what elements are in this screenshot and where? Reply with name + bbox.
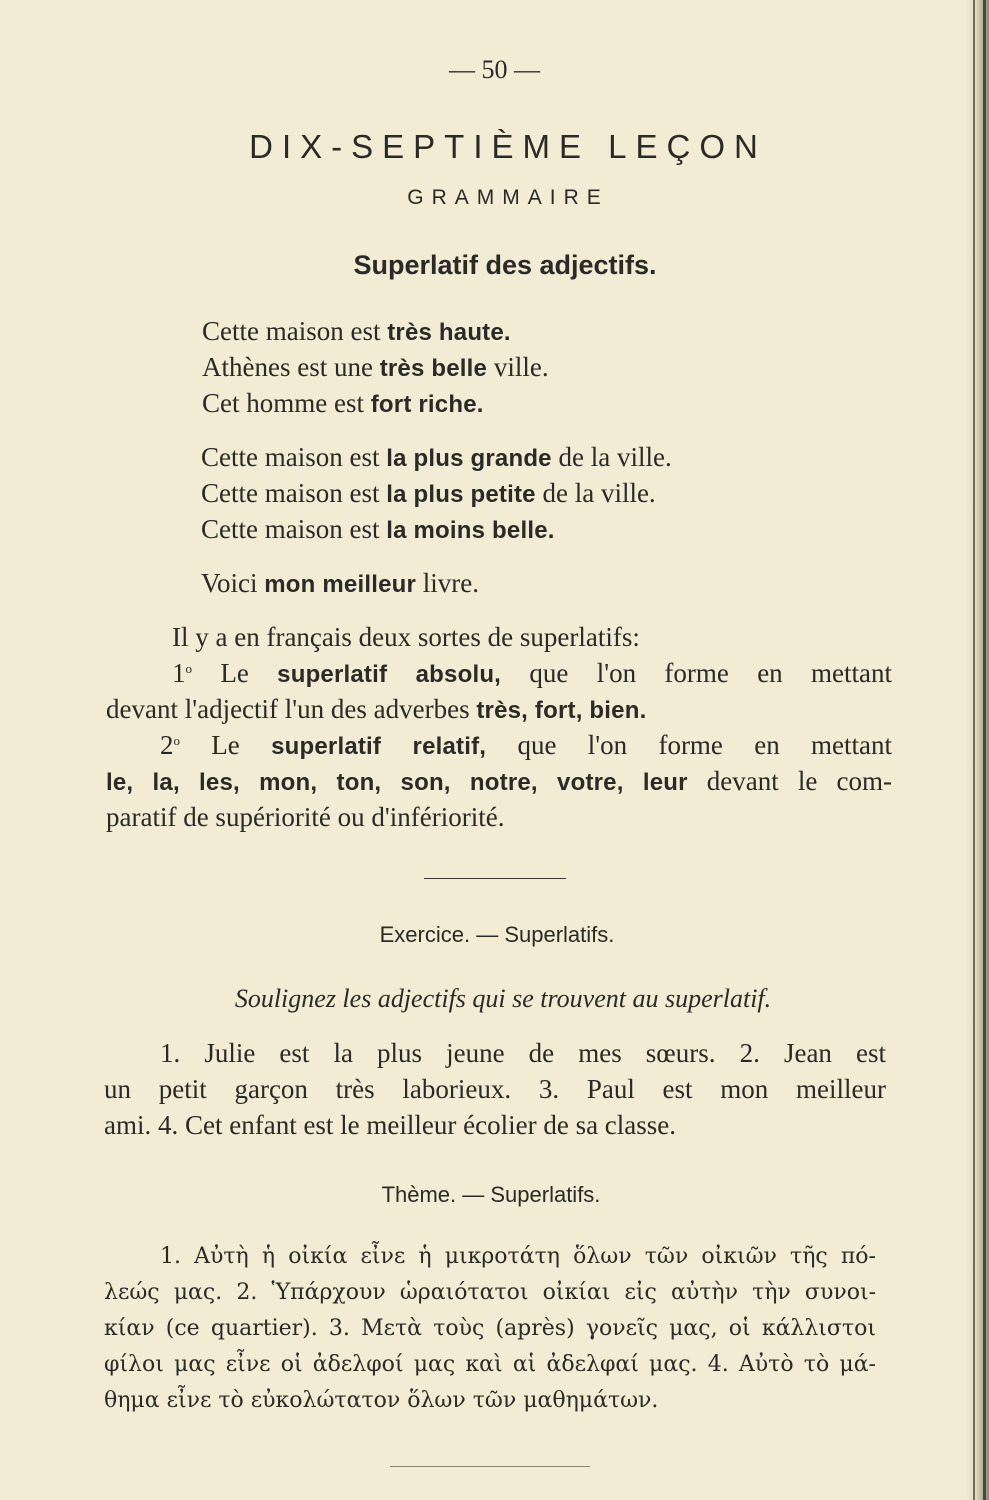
rule-bold: très, fort, bien.: [476, 697, 647, 724]
item-number: 1: [172, 658, 186, 688]
theme-line: θημα εἶνε τὸ εὐκολώτατον ὅλων τῶν μαθημάτων.: [104, 1388, 659, 1413]
example-bold: très haute.: [387, 319, 511, 346]
rule-item-2-line-2: [106, 766, 892, 797]
example-text: ville.: [487, 352, 549, 382]
theme-line: λεώς μας. 2. Ὑπάρχουν ὡραιότατοι οἰκίαι εἰς αὐτὴν τὴν συνοι-: [104, 1280, 876, 1305]
example-bold: la plus grande: [386, 445, 552, 472]
rule-bold: le, la, les, mon, ton, son, notre, votre, leur: [106, 769, 688, 796]
rule-text: Le: [180, 730, 272, 760]
rule-item-2-line-3: paratif de supériorité ou d'infériorité.: [106, 802, 505, 832]
rule-text: devant le com-: [687, 766, 892, 796]
example-text: Cette maison est: [201, 442, 387, 472]
bottom-rule: [390, 1466, 590, 1467]
theme-line: φίλοι μας εἶνε οἱ ἀδελφοί μας καὶ αἱ ἀδελφαί μας. 4. Αὐτὸ τὸ μά-: [104, 1352, 876, 1377]
example-line: [201, 478, 656, 509]
example-text: Cette maison est: [201, 478, 387, 508]
example-text: Voici: [201, 568, 265, 598]
example-text: Cet homme est: [202, 388, 371, 418]
item-number: 2: [160, 730, 174, 760]
item-degree: o: [185, 661, 192, 676]
example-bold: la plus petite: [386, 481, 536, 508]
theme-line: κίαν (ce quartier). 3. Μετὰ τοὺς (après) γονεῖς μας, οἱ κάλλιστοι: [104, 1316, 876, 1341]
rule-text: Le: [192, 658, 278, 688]
exercise-line: un petit garçon très laborieux. 3. Paul est mon meilleur: [104, 1074, 886, 1104]
page-number: — 50 —: [449, 55, 540, 84]
example-text: Cette maison est: [202, 316, 388, 346]
rule-item-1-line-1: [172, 658, 892, 689]
rule-item-2-line-1: [160, 730, 892, 761]
rule-text: que l'on forme en mettant: [486, 730, 892, 760]
rule-bold: superlatif absolu,: [277, 661, 502, 688]
example-line: [201, 568, 479, 599]
lesson-title: DIX-SEPTIÈME LEÇON: [249, 128, 767, 165]
item-degree: o: [173, 733, 180, 748]
rule-bold: superlatif relatif,: [271, 733, 487, 760]
exercise-title: Exercice. — Superlatifs.: [379, 922, 615, 947]
example-line: [202, 316, 511, 347]
rule-intro: Il y a en français deux sortes de superlatifs:: [172, 622, 640, 652]
section-title: GRAMMAIRE: [407, 186, 609, 209]
exercise-instruction: Soulignez les adjectifs qui se trouvent au superlatif.: [234, 984, 772, 1013]
example-bold: la moins belle.: [386, 517, 555, 544]
theme-line: 1. Αὐτὴ ἡ οἰκία εἶνε ἡ μικροτάτη ὅλων τῶν οἰκιῶν τῆς πό-: [160, 1244, 876, 1269]
example-text: livre.: [416, 568, 480, 598]
example-line: [202, 388, 484, 419]
example-line: [202, 352, 549, 383]
separator-rule: [424, 878, 566, 879]
rule-text: que l'on forme en mettant: [501, 658, 892, 688]
rule-item-1-line-2: [106, 694, 646, 725]
exercise-line: ami. 4. Cet enfant est le meilleur écolier de sa classe.: [104, 1110, 677, 1140]
example-line: [201, 442, 672, 473]
theme-title: Thème. — Superlatifs.: [381, 1182, 601, 1207]
example-bold: mon meilleur: [264, 571, 417, 598]
grammar-heading: Superlatif des adjectifs.: [353, 250, 657, 280]
example-text: Athènes est une: [202, 352, 380, 382]
example-line: [201, 514, 555, 545]
example-bold: très belle: [379, 355, 488, 382]
example-text: de la ville.: [551, 442, 672, 472]
exercise-line: 1. Julie est la plus jeune de mes sœurs. 2. Jean est: [160, 1038, 886, 1068]
example-text: de la ville.: [535, 478, 656, 508]
rule-text: devant l'adjectif l'un des adverbes: [106, 694, 477, 724]
example-bold: fort riche.: [370, 391, 484, 418]
example-text: Cette maison est: [201, 514, 387, 544]
